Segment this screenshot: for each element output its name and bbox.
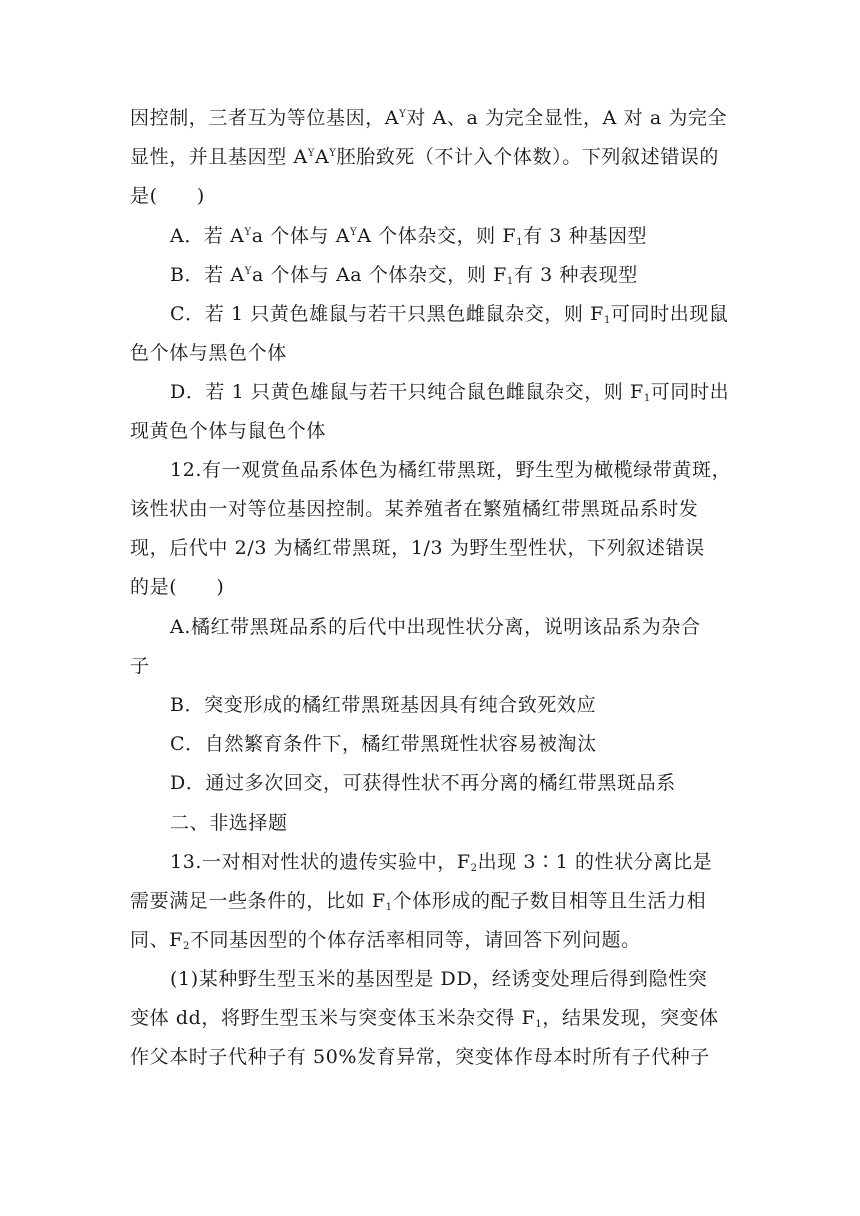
superscript: Y	[329, 148, 337, 159]
section-heading: 二、非选择题	[170, 812, 288, 834]
superscript: Y	[307, 148, 315, 159]
text-run: C．若 1 只黄色雄鼠与若干只黑色雌鼠杂交，则 F	[170, 303, 604, 325]
text-run: D．若 1 只黄色雄鼠与若干只纯合鼠色雌鼠杂交，则 F	[170, 381, 644, 403]
text-run: ，结果发现，突变体	[542, 1007, 719, 1029]
text-run: 有 3 种表现型	[513, 264, 638, 286]
subscript: 1	[603, 315, 611, 326]
text-run: 作父本时子代种子有 50%发育异常，突变体作母本时所有子代种子	[130, 1046, 710, 1068]
superscript: Y	[244, 266, 252, 277]
subscript: 2	[470, 863, 478, 874]
text-run: B．若 A	[170, 264, 245, 286]
q12-stem-line-4: 的是( )	[130, 576, 225, 598]
text-run: 可同时出	[650, 381, 730, 403]
q13-part1-line-2	[130, 1006, 719, 1030]
q12-stem-line-1: 12.有一观赏鱼品系体色为橘红带黑斑，野生型为橄榄绿带黄斑，	[170, 459, 732, 481]
text-run: 同、F	[130, 929, 183, 951]
q11-option-d-line-1	[170, 380, 729, 404]
subscript: 1	[385, 902, 393, 913]
text-run: A 个体杂交，则 F	[357, 225, 517, 247]
text-run: a 个体与 Aa 个体杂交，则 F	[251, 264, 507, 286]
text-run: 对 A、a 为完全显性，A 对 a 为完全	[406, 107, 728, 129]
text-run: 不同基因型的个体存活率相同等，请回答下列问题。	[189, 929, 641, 951]
q12-stem-line-2: 该性状由一对等位基因控制。某养殖者在繁殖橘红带黑斑品系时发	[130, 498, 699, 520]
subscript: 1	[643, 393, 651, 404]
text-run: 是( )	[130, 185, 205, 207]
text-run: 有 3 种基因型	[523, 225, 648, 247]
text-run: 色个体与黑色个体	[130, 342, 287, 364]
text-run: 需要满足一些条件的，比如 F	[130, 890, 386, 912]
text-run: 现黄色个体与鼠色个体	[130, 420, 327, 442]
text-run: 胚胎致死（不计入个体数）。下列叙述错误的	[336, 146, 720, 168]
q12-option-a-line-1: A.橘红带黑斑品系的后代中出现性状分离，说明该品系为杂合	[170, 616, 701, 638]
q11-option-b	[170, 263, 638, 287]
superscript: Y	[399, 109, 407, 120]
subscript: 2	[182, 941, 190, 952]
q13-part1-line-1	[170, 967, 707, 991]
superscript: Y	[350, 227, 358, 238]
text-run: (1)某种野生型玉米的基因型是 DD，经诱变处理后得到隐性突	[170, 968, 708, 990]
text-run: a 个体与 A	[251, 225, 351, 247]
q12-option-a-line-2: 子	[130, 655, 150, 677]
q13-part1-line-3	[130, 1045, 710, 1069]
text-run: 个体形成的配子数目相等且生活力相	[392, 890, 707, 912]
q13-stem-line-2	[130, 889, 706, 913]
q12-option-d: D．通过多次回交，可获得性状不再分离的橘红带黑斑品系	[170, 772, 676, 794]
q11-option-c-line-2	[130, 341, 287, 365]
q11-option-d-line-2	[130, 419, 326, 443]
q12-stem-line-3: 现，后代中 2/3 为橘红带黑斑，1/3 为野生型性状，下列叙述错误	[130, 537, 705, 559]
q11-option-c-line-1	[170, 302, 729, 326]
subscript: 1	[516, 237, 524, 248]
text-run: 可同时出现鼠	[610, 303, 729, 325]
q13-stem-line-1	[170, 850, 712, 874]
q11-option-a	[170, 224, 647, 248]
q12-option-b: B．突变形成的橘红带黑斑基因具有纯合致死效应	[170, 694, 597, 716]
q13-stem-line-3	[130, 928, 641, 952]
text-run: 出现 3∶1 的性状分离比是	[477, 851, 713, 873]
subscript: 1	[506, 276, 514, 287]
text-run: 因控制，三者互为等位基因，A	[130, 107, 400, 129]
q12-option-c: C．自然繁育条件下，橘红带黑斑性状容易被淘汰	[170, 733, 597, 755]
text-run: 13.一对相对性状的遗传实验中，F	[170, 851, 471, 873]
text-run: A	[314, 146, 330, 168]
subscript: 1	[535, 1019, 543, 1030]
q11-intro-line-1	[130, 106, 727, 130]
q11-intro-line-3	[130, 184, 205, 208]
text-run: 变体 dd，将野生型玉米与突变体玉米杂交得 F	[130, 1007, 536, 1029]
text-run: A．若 A	[170, 225, 245, 247]
q11-intro-line-2	[130, 145, 719, 169]
text-run: 显性，并且基因型 A	[130, 146, 308, 168]
superscript: Y	[244, 227, 252, 238]
